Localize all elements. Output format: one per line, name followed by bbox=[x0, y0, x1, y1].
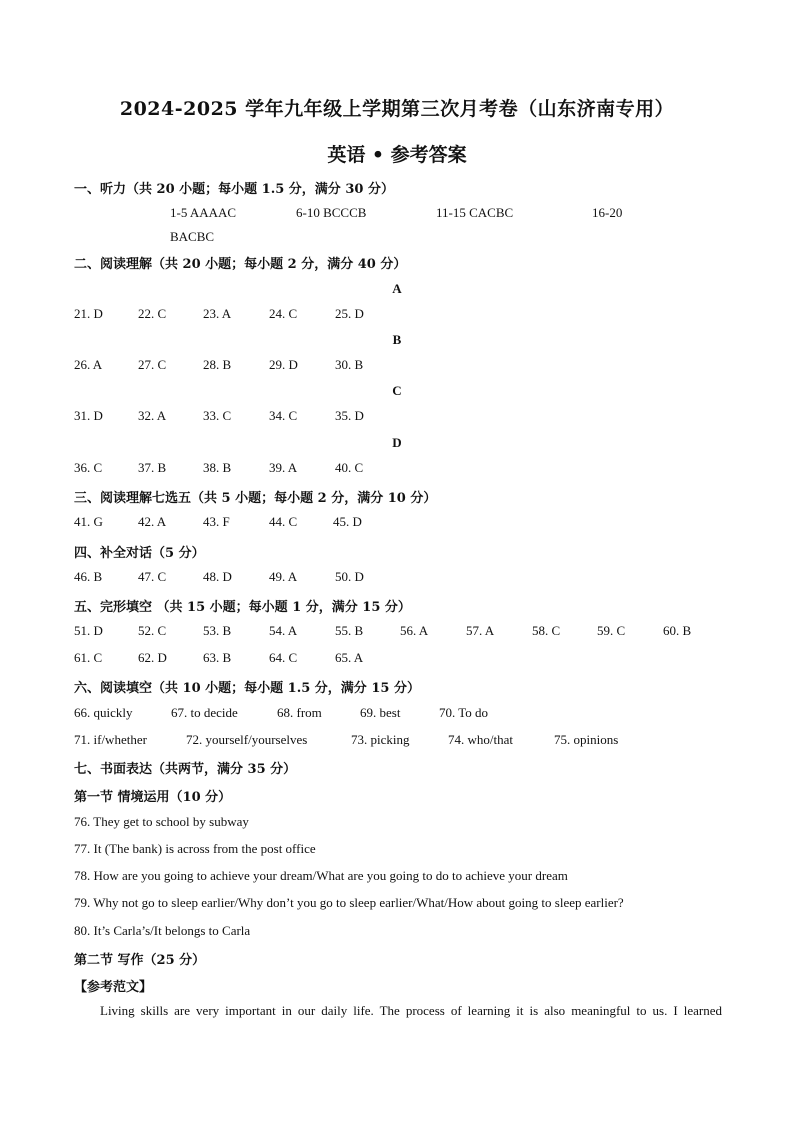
page-subtitle: 英语 • 参考答案 bbox=[327, 144, 467, 166]
answer: 56. A bbox=[400, 623, 429, 638]
answer: 64. C bbox=[269, 650, 298, 665]
answer: 28. B bbox=[203, 357, 232, 372]
section-heading-reading: 二、阅读理解（共 20 小题；每小题 2 分，满分 40 分） bbox=[74, 257, 407, 272]
answer: 71. if/whether bbox=[74, 732, 147, 747]
answer: 70. To do bbox=[439, 705, 489, 720]
answer: 49. A bbox=[269, 569, 298, 584]
answer-group: BACBC bbox=[170, 229, 215, 244]
answer-sentence: 80. It’s Carla’s/It belongs to Carla bbox=[74, 923, 251, 938]
passage-label: D bbox=[392, 435, 402, 450]
answer: 53. B bbox=[203, 623, 232, 638]
answer-group: 11-15 CACBC bbox=[436, 205, 514, 220]
answer: 29. D bbox=[269, 357, 298, 372]
answer: 58. C bbox=[532, 623, 561, 638]
answer: 25. D bbox=[335, 306, 364, 321]
passage-label: B bbox=[392, 332, 402, 347]
answer-group: 1-5 AAAAC bbox=[170, 205, 237, 220]
answer: 37. B bbox=[138, 460, 167, 475]
answer: 43. F bbox=[203, 514, 230, 529]
answer: 72. yourself/yourselves bbox=[186, 732, 308, 747]
answer: 73. picking bbox=[351, 732, 410, 747]
answer: 69. best bbox=[360, 705, 401, 720]
section-heading-fill: 六、阅读填空（共 10 小题；每小题 1.5 分，满分 15 分） bbox=[74, 681, 420, 696]
answer: 67. to decide bbox=[171, 705, 238, 720]
answer: 62. D bbox=[138, 650, 167, 665]
answer: 24. C bbox=[269, 306, 298, 321]
answer: 35. D bbox=[335, 408, 364, 423]
passage-label: A bbox=[392, 281, 402, 296]
answer-sentence: 76. They get to school by subway bbox=[74, 814, 249, 829]
answer: 22. C bbox=[138, 306, 167, 321]
answer: 39. A bbox=[269, 460, 298, 475]
answer-sentence: 77. It (The bank) is across from the post office bbox=[74, 841, 316, 856]
answer: 55. B bbox=[335, 623, 364, 638]
answer: 38. B bbox=[203, 460, 232, 475]
answer: 42. A bbox=[138, 514, 167, 529]
page-title: 2024-2025 学年九年级上学期第三次月考卷（山东济南专用） bbox=[119, 98, 675, 120]
answer: 44. C bbox=[269, 514, 298, 529]
answer: 40. C bbox=[335, 460, 364, 475]
answer: 45. D bbox=[333, 514, 362, 529]
answer: 33. C bbox=[203, 408, 232, 423]
answer: 50. D bbox=[335, 569, 364, 584]
answer: 26. A bbox=[74, 357, 103, 372]
part-heading-situational: 第一节 情境运用（10 分） bbox=[74, 790, 232, 805]
answer: 65. A bbox=[335, 650, 364, 665]
answer-sentence: 79. Why not go to sleep earlier/Why don’t you go to sleep earlier/What/How about going to sleep earlier? bbox=[74, 895, 624, 910]
answer: 21. D bbox=[74, 306, 103, 321]
answer: 48. D bbox=[203, 569, 232, 584]
answer-sentence: 78. How are you going to achieve your dream/What are you going to do to achieve your dream bbox=[74, 868, 568, 883]
answer: 32. A bbox=[138, 408, 167, 423]
answer: 54. A bbox=[269, 623, 298, 638]
answer: 46. B bbox=[74, 569, 103, 584]
answer: 63. B bbox=[203, 650, 232, 665]
answer: 52. C bbox=[138, 623, 167, 638]
section-heading-cloze: 五、完形填空 （共 15 小题；每小题 1 分，满分 15 分） bbox=[74, 600, 411, 615]
answer: 51. D bbox=[74, 623, 103, 638]
answer: 75. opinions bbox=[554, 732, 619, 747]
answer: 41. G bbox=[74, 514, 103, 529]
section-heading-listening: 一、听力（共 20 小题；每小题 1.5 分，满分 30 分） bbox=[74, 182, 394, 197]
answer: 66. quickly bbox=[74, 705, 133, 720]
answer: 31. D bbox=[74, 408, 103, 423]
sample-essay-label: 【参考范文】 bbox=[74, 980, 153, 995]
answer: 34. C bbox=[269, 408, 298, 423]
section-heading-dialogue: 四、补全对话（5 分） bbox=[74, 546, 205, 561]
answer-group: 6-10 BCCCB bbox=[296, 205, 367, 220]
answer: 74. who/that bbox=[448, 732, 513, 747]
answer-group: 16-20 bbox=[592, 205, 623, 220]
answer: 61. C bbox=[74, 650, 103, 665]
answer: 30. B bbox=[335, 357, 364, 372]
answer: 36. C bbox=[74, 460, 103, 475]
sample-essay-text: Living skills are very important in our daily life. The process of learning it is also meaningful to us. I learned bbox=[100, 1003, 722, 1018]
answer: 68. from bbox=[277, 705, 322, 720]
answer: 27. C bbox=[138, 357, 167, 372]
answer: 59. C bbox=[597, 623, 626, 638]
answer: 23. A bbox=[203, 306, 232, 321]
part-heading-writing: 第二节 写作（25 分） bbox=[74, 953, 206, 968]
answer: 57. A bbox=[466, 623, 495, 638]
answer: 47. C bbox=[138, 569, 167, 584]
section-heading-writing: 七、书面表达（共两节，满分 35 分） bbox=[74, 762, 297, 777]
section-heading-seven-five: 三、阅读理解七选五（共 5 小题；每小题 2 分，满分 10 分） bbox=[74, 491, 437, 506]
passage-label: C bbox=[392, 383, 402, 398]
answer: 60. B bbox=[663, 623, 692, 638]
